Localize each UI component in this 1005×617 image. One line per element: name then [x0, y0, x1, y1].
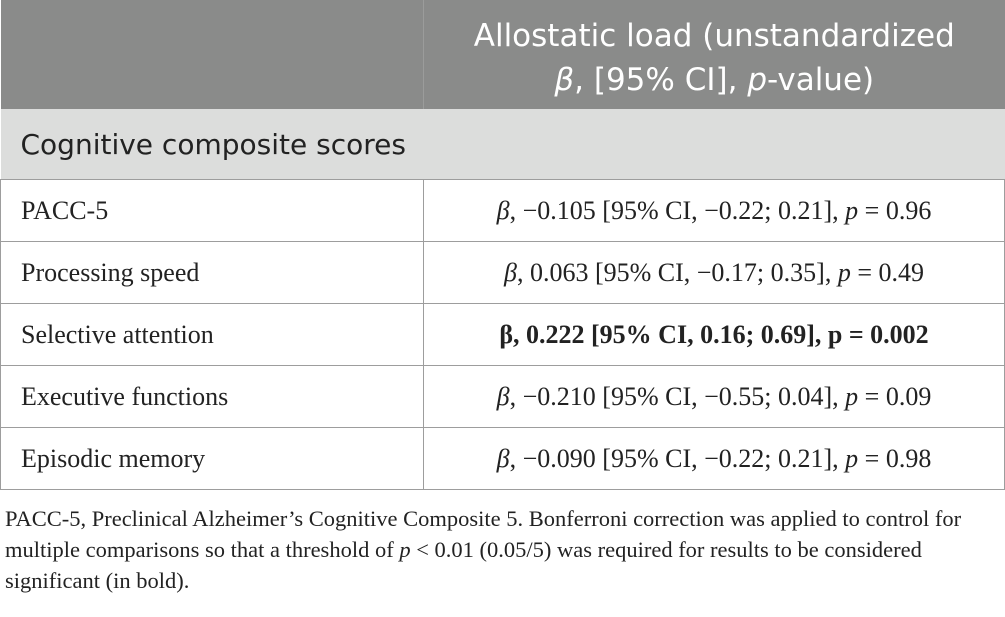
table-row — [1, 242, 1005, 304]
row-label: Episodic memory — [1, 428, 424, 490]
p-symbol: p — [845, 381, 859, 411]
header-col2-mid: , [95% CI], — [574, 61, 748, 98]
row-estimate: , 0.063 [95% CI, −0.17; 0.35], — [516, 257, 838, 287]
row-label: PACC-5 — [1, 180, 424, 242]
beta-symbol: β — [496, 443, 510, 473]
footnote-p-symbol: p — [399, 537, 411, 562]
header-col1-text — [1, 52, 424, 58]
row-estimate: , 0.222 [95% CI, 0.16; 0.69], — [513, 319, 828, 349]
beta-symbol: β — [496, 381, 510, 411]
p-symbol: p — [837, 257, 851, 287]
table-row — [1, 428, 1005, 490]
header-cell-allostatic-load — [424, 0, 1005, 109]
row-estimate: , −0.105 [95% CI, −0.22; 0.21], — [509, 195, 846, 225]
header-cell-empty — [1, 0, 424, 109]
p-symbol: p — [845, 443, 859, 473]
beta-symbol: β — [504, 257, 517, 287]
row-label: Processing speed — [1, 242, 424, 304]
section-row — [1, 109, 1005, 180]
header-beta-symbol: β — [554, 61, 575, 98]
row-label: Selective attention — [1, 304, 424, 366]
row-value — [424, 180, 1005, 242]
row-p-value: = 0.09 — [858, 381, 932, 411]
table-row — [1, 180, 1005, 242]
p-symbol: p — [827, 319, 843, 349]
row-p-value: = 0.49 — [850, 257, 924, 287]
header-p-symbol: p — [747, 61, 767, 98]
beta-symbol: β — [499, 319, 514, 349]
footnote-text-part2: < 0.01 (0.05/5) was required for results to be considered significant (in bold). — [5, 537, 922, 593]
row-estimate: , −0.090 [95% CI, −0.22; 0.21], — [509, 443, 846, 473]
row-p-value: = 0.98 — [858, 443, 932, 473]
table-row-significant — [1, 304, 1005, 366]
table-footnote — [5, 503, 1003, 596]
table-row — [1, 366, 1005, 428]
row-p-value: = 0.002 — [842, 319, 929, 349]
header-col2-line1: Allostatic load (unstandardized — [473, 17, 955, 54]
table-header-row — [1, 0, 1005, 109]
footnote-text-part1: PACC-5, Preclinical Alzheimer’s Cognitive Composite 5. Bonferroni correction was applied to control for multiple comparisons so that a threshold of — [5, 506, 962, 562]
header-col2-end: -value) — [767, 61, 875, 98]
row-value — [424, 428, 1005, 490]
beta-symbol: β — [496, 195, 510, 225]
row-p-value: = 0.96 — [858, 195, 932, 225]
p-symbol: p — [845, 195, 859, 225]
row-label: Executive functions — [1, 366, 424, 428]
section-title: Cognitive composite scores — [1, 109, 1005, 180]
row-value — [424, 366, 1005, 428]
row-value — [424, 304, 1005, 366]
row-value — [424, 242, 1005, 304]
row-estimate: , −0.210 [95% CI, −0.55; 0.04], — [509, 381, 846, 411]
header-col2-text — [424, 8, 1005, 102]
